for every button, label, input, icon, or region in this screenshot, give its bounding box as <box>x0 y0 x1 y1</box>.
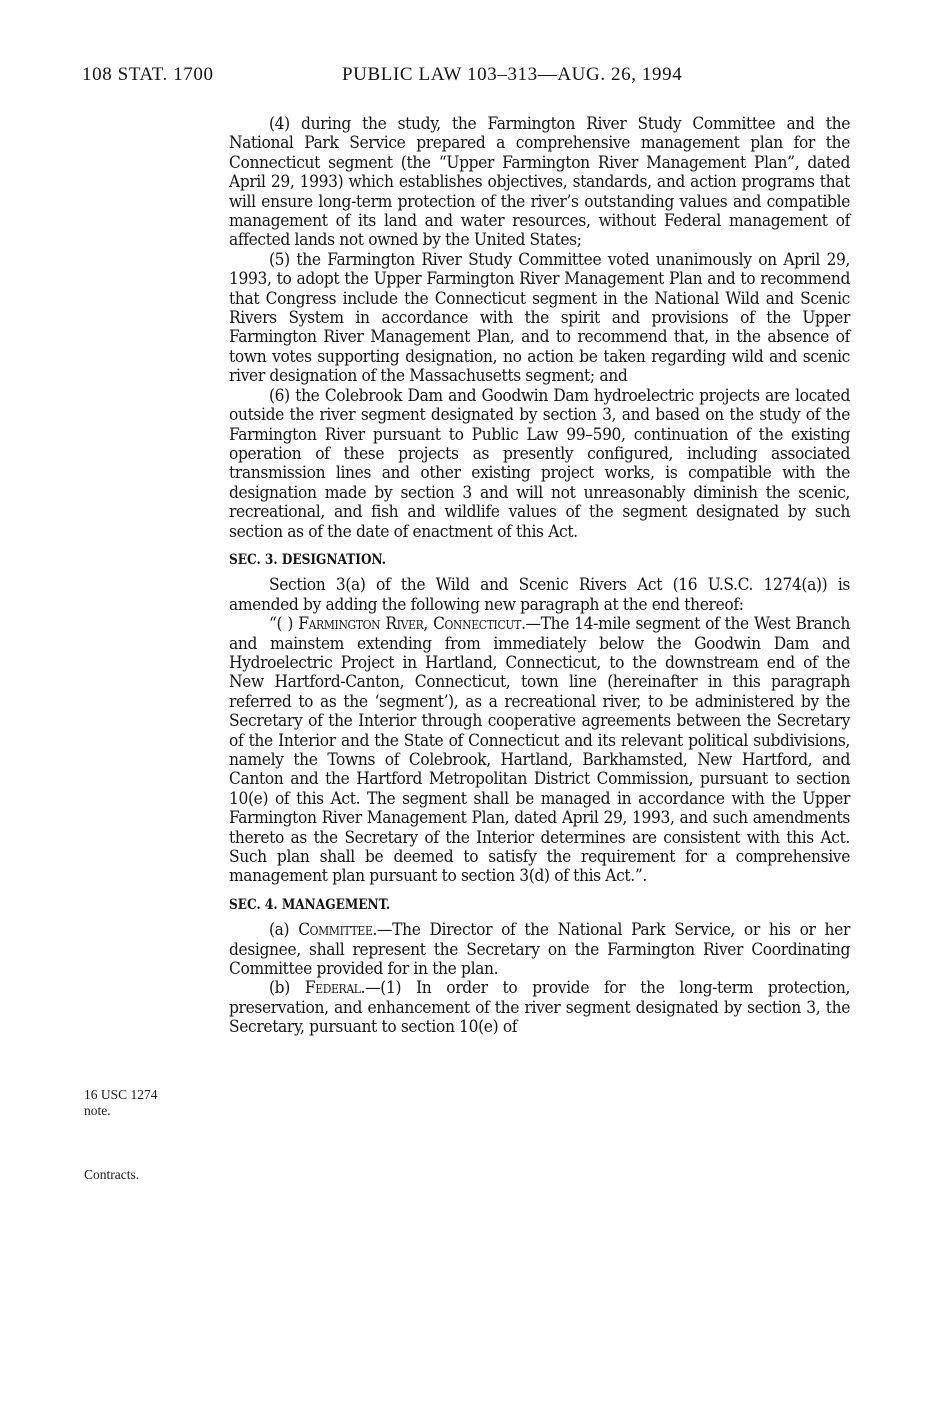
section-4b-caption: Federal <box>304 978 361 999</box>
margin-note-usc-line2: note. <box>84 1103 111 1118</box>
paragraph-6: (6) the Colebrook Dam and Goodwin Dam hydroelectric projects are located outside the river segment designated by section 3, and based on the study of the Farmington River pursuant to Public Law 99–590, continuation of the existing operation of these projects as presently configured, including associated transmission lines and other existing project works, is compatible with the designation made by section 3 and will not unreasonably diminish the scenic, recreational, and fish and wildlife values of the segment designated by such section as of the date of enactment of this Act. <box>229 385 850 542</box>
section-4a-label: (a) <box>269 920 299 941</box>
statute-page-reference: 108 STAT. 1700 <box>82 64 214 85</box>
section-4a-caption: Committee <box>298 920 373 941</box>
quote-prefix: “( ) <box>269 614 299 635</box>
quote-caption: Farmington River, Connecticut <box>298 614 521 635</box>
page-header <box>82 64 822 88</box>
section-4a-text: .—The Director of the National Park Service, or his or her designee, shall represent the Secretary on the Farmington River Coordinating Committee provided for in the plan. <box>229 920 850 980</box>
section-4a <box>229 921 850 979</box>
section-4b-text: .—(1) In order to provide for the long-term protection, preservation, and enhancement of the river segment designated by section 3, the Secretary, pursuant to section 10(e) of <box>229 978 850 1038</box>
paragraph-4: (4) during the study, the Farmington River Study Committee and the National Park Service prepared a comprehensive management plan for the Connecticut segment (the “Upper Farmington River Management Plan”, dated April 29, 1993) which establishes objectives, standards, and action programs that will ensure long-term protection of the river’s outstanding values and compatible management of its land and water resources, without Federal management of affected lands not owned by the United States; <box>229 114 850 251</box>
section-3-intro: Section 3(a) of the Wild and Scenic Rivers Act (16 U.S.C. 1274(a)) is amended by adding the following new paragraph at the end thereof: <box>229 575 850 615</box>
margin-note-contracts: Contracts. <box>84 1167 140 1182</box>
quote-text: .—The 14-mile segment of the West Branch and mainstem extending from immediately below the Goodwin Dam and Hydroelectric Project in Hartland, Connecticut, to the downstream end of the New Hartford-Canton, Connecticut, town line (hereinafter in this paragraph referred to as the ‘segment’), as a recreational river, to be administered by the Secretary of the Interior through cooperative agreements between the Secretary of the Interior and the State of Connecticut and its relevant political subdivisions, namely the Towns of Colebrook, Hartland, Barkhamsted, New Hartford, and Canton and the Hartford Metropolitan District Commission, pursuant to section 10(e) of this Act. The segment shall be managed in accordance with the Upper Farmington River Management Plan, dated April 29, 1993, and such amendments thereto as the Secretary of the Interior determines are consistent with this Act. Such plan shall be deemed to satisfy the requirement for a comprehensive management plan pursuant to section 3(d) of this Act.”. <box>229 614 850 887</box>
margin-note-usc-line1: 16 USC 1274 <box>84 1087 158 1102</box>
section-3-quoted-paragraph <box>229 615 850 887</box>
section-4b-label: (b) <box>269 978 305 999</box>
section-4b <box>229 979 850 1037</box>
margin-note-usc <box>84 1087 214 1119</box>
section-3-heading: SEC. 3. DESIGNATION. <box>229 551 386 568</box>
law-title: PUBLIC LAW 103–313—AUG. 26, 1994 <box>342 64 683 85</box>
paragraph-5: (5) the Farmington River Study Committee voted unanimously on April 29, 1993, to adopt the Upper Farmington River Management Plan and to recommend that Congress include the Connecticut segment in the National Wild and Scenic Rivers System in accordance with the spirit and provisions of the Upper Farmington River Management Plan, and to recommend that, in the absence of town votes supporting designation, no action be taken regarding wild and scenic river designation of the Massachusetts segment; and <box>229 249 850 387</box>
body-text <box>229 115 850 1038</box>
section-4-heading: SEC. 4. MANAGEMENT. <box>229 896 391 913</box>
